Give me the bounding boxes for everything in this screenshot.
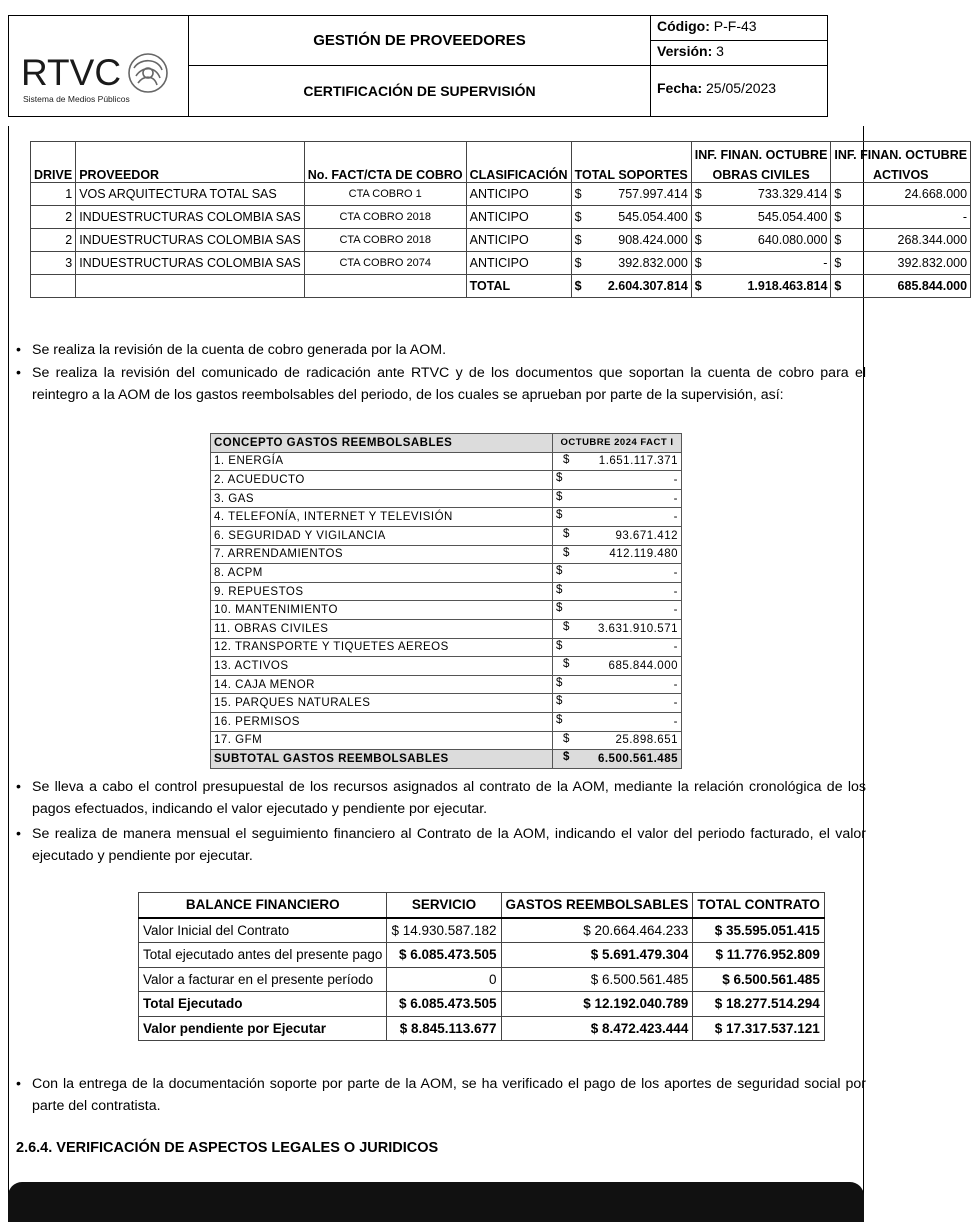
classification-cell: ANTICIPO — [466, 252, 571, 275]
table-row — [139, 992, 825, 1017]
amount: - — [673, 585, 678, 598]
currency-symbol: $ — [556, 509, 563, 522]
rtvc-logo-subtitle: Sistema de Medios Públicos — [23, 94, 130, 104]
activos-cell: 268.344.000 — [847, 229, 970, 252]
servicio-cell: 0 — [387, 967, 501, 992]
total-label: TOTAL — [466, 275, 571, 298]
table-row — [139, 967, 825, 992]
currency-symbol: $ — [831, 183, 848, 206]
invoice-cell: CTA COBRO 2074 — [304, 252, 466, 275]
classification-cell: ANTICIPO — [466, 229, 571, 252]
currency-symbol: $ — [571, 275, 588, 298]
total-contrato-header: TOTAL CONTRATO — [693, 893, 825, 918]
bullet-paragraph — [16, 362, 866, 406]
obras-civiles-cell: - — [708, 252, 831, 275]
amount: - — [673, 473, 678, 486]
currency-symbol: $ — [571, 229, 588, 252]
bullet-icon: • — [16, 826, 21, 842]
table-row — [211, 712, 682, 731]
currency-symbol: $ — [831, 275, 848, 298]
empty-cell — [304, 275, 466, 298]
concept-cell: 7. ARRENDAMIENTOS — [211, 545, 553, 564]
value-cell — [553, 657, 682, 676]
servicio-cell: $ 14.930.587.182 — [387, 918, 501, 943]
amount: - — [673, 678, 678, 691]
activos-cell: 392.832.000 — [847, 252, 970, 275]
subtotal-row — [211, 750, 682, 769]
empty-cell — [31, 275, 76, 298]
gastos-cell: $ 6.500.561.485 — [501, 967, 693, 992]
value-cell — [553, 694, 682, 713]
period-header: OCTUBRE 2024 FACT I — [553, 434, 682, 453]
invoice-cell: CTA COBRO 1 — [304, 183, 466, 206]
value-cell — [553, 545, 682, 564]
table-header-row — [211, 434, 682, 453]
gastos-cell: $ 8.472.423.444 — [501, 1016, 693, 1041]
concept-cell: 12. TRANSPORTE Y TIQUETES AEREOS — [211, 638, 553, 657]
amount: - — [673, 641, 678, 654]
amount: 3.631.910.571 — [597, 622, 678, 635]
currency-symbol: $ — [691, 275, 708, 298]
rtvc-logo-text: RTVC — [21, 52, 122, 93]
currency-symbol: $ — [563, 453, 570, 466]
currency-symbol: $ — [691, 229, 708, 252]
currency-symbol: $ — [571, 252, 588, 275]
table-row — [211, 694, 682, 713]
version-label: Versión: — [657, 43, 713, 59]
concept-cell: 4. TELEFONÍA, INTERNET Y TELEVISIÓN — [211, 508, 553, 527]
concept-cell: 13. ACTIVOS — [211, 657, 553, 676]
bullet-paragraph — [16, 1073, 866, 1117]
obras-civiles-cell: 733.329.414 — [708, 183, 831, 206]
total-soportes-value: 2.604.307.814 — [588, 275, 692, 298]
currency-symbol: $ — [563, 732, 570, 745]
table-row — [211, 526, 682, 545]
col-drive: DRIVE — [31, 142, 76, 183]
table-row — [31, 183, 971, 206]
amount: - — [673, 604, 678, 617]
concept-cell: 17. GFM — [211, 731, 553, 750]
col-clasificacion: CLASIFICACIÓN — [466, 142, 571, 183]
doc-meta — [651, 16, 827, 116]
doc-title: GESTIÓN DE PROVEEDORES — [189, 16, 651, 66]
total-contrato-cell: $ 18.277.514.294 — [693, 992, 825, 1017]
amount: 685.844.000 — [608, 659, 678, 672]
concept-cell: 10. MANTENIMIENTO — [211, 601, 553, 620]
bottom-overlay-bar — [8, 1182, 864, 1222]
drive: 2 — [31, 229, 76, 252]
bullet-icon: • — [16, 779, 21, 795]
fecha-value: 25/05/2023 — [706, 80, 777, 96]
value-cell — [553, 471, 682, 490]
total-row — [31, 275, 971, 298]
invoice-cell: CTA COBRO 2018 — [304, 206, 466, 229]
value-cell — [553, 675, 682, 694]
supports-table — [30, 141, 971, 298]
currency-symbol: $ — [691, 206, 708, 229]
currency-symbol: $ — [571, 206, 588, 229]
total-soportes-cell: 908.424.000 — [588, 229, 692, 252]
currency-symbol: $ — [556, 490, 563, 503]
drive: 1 — [31, 183, 76, 206]
value-cell — [553, 731, 682, 750]
concept-cell: 6. SEGURIDAD Y VIGILANCIA — [211, 526, 553, 545]
fecha-field — [651, 66, 827, 116]
empty-cell — [76, 275, 305, 298]
amount: 412.119.480 — [609, 548, 678, 561]
bullet-text: Se realiza la revisión de la cuenta de cobro generada por la AOM. — [32, 342, 447, 358]
currency-symbol: $ — [563, 546, 570, 559]
provider-cell: INDUESTRUCTURAS COLOMBIA SAS — [76, 229, 305, 252]
invoice-cell: CTA COBRO 2018 — [304, 229, 466, 252]
gastos-cell: $ 5.691.479.304 — [501, 943, 693, 968]
version-field — [651, 41, 827, 66]
activos-cell: 24.668.000 — [847, 183, 970, 206]
currency-symbol: $ — [563, 658, 570, 671]
currency-symbol: $ — [556, 713, 563, 726]
currency-symbol: $ — [691, 183, 708, 206]
row-label: Total Ejecutado — [139, 992, 387, 1017]
amount: 1.651.117.371 — [598, 455, 678, 468]
currency-symbol: $ — [563, 751, 570, 764]
total-obras-value: 1.918.463.814 — [708, 275, 831, 298]
concept-cell: 15. PARQUES NATURALES — [211, 694, 553, 713]
total-contrato-cell: $ 35.595.051.415 — [693, 918, 825, 943]
concept-cell: 2. ACUEDUCTO — [211, 471, 553, 490]
currency-symbol: $ — [831, 229, 848, 252]
table-row — [211, 619, 682, 638]
provider-cell: VOS ARQUITECTURA TOTAL SAS — [76, 183, 305, 206]
currency-symbol: $ — [831, 252, 848, 275]
table-row — [211, 545, 682, 564]
bullet-paragraph — [16, 339, 866, 361]
obras-civiles-cell: 545.054.400 — [708, 206, 831, 229]
row-label: Total ejecutado antes del presente pago — [139, 943, 387, 968]
table-row — [211, 675, 682, 694]
table-row — [31, 252, 971, 275]
col-obras-l1: INF. FINAN. OCTUBRE — [691, 142, 831, 163]
value-cell — [553, 489, 682, 508]
servicio-header: SERVICIO — [387, 893, 501, 918]
bullet-text: Se lleva a cabo el control presupuestal de los recursos asignados al contrato de la AOM, mediante la relación cronológica de los pagos efectuados, indicando el valor ejecutado y pendiente por ejecutar. — [32, 779, 866, 817]
table-row — [139, 943, 825, 968]
servicio-cell: $ 8.845.113.677 — [387, 1016, 501, 1041]
currency-symbol: $ — [556, 602, 563, 615]
subtotal-value-cell — [553, 750, 682, 769]
col-total-soportes: TOTAL SOPORTES — [571, 142, 691, 183]
currency-symbol: $ — [831, 206, 848, 229]
reimbursable-expenses-table — [210, 433, 682, 769]
amount: 93.671.412 — [615, 529, 678, 542]
drive: 2 — [31, 206, 76, 229]
currency-symbol: $ — [556, 676, 563, 689]
table-row — [139, 1016, 825, 1041]
table-row — [211, 564, 682, 583]
gastos-cell: $ 20.664.464.233 — [501, 918, 693, 943]
currency-symbol: $ — [556, 639, 563, 652]
table-row — [211, 731, 682, 750]
servicio-cell: $ 6.085.473.505 — [387, 943, 501, 968]
rtvc-logo-swirl-icon — [126, 50, 170, 96]
concept-cell: 16. PERMISOS — [211, 712, 553, 731]
concept-cell: 1. ENERGÍA — [211, 452, 553, 471]
amount: - — [673, 492, 678, 505]
version-value: 3 — [716, 43, 724, 59]
amount: - — [673, 715, 678, 728]
table-row — [31, 206, 971, 229]
provider-cell: INDUESTRUCTURAS COLOMBIA SAS — [76, 252, 305, 275]
value-cell — [553, 508, 682, 527]
value-cell — [553, 526, 682, 545]
table-row — [139, 918, 825, 943]
codigo-value: P-F-43 — [713, 18, 757, 34]
value-cell — [553, 712, 682, 731]
currency-symbol: $ — [556, 695, 563, 708]
section-heading: 2.6.4. VERIFICACIÓN DE ASPECTOS LEGALES O JURIDICOS — [16, 1140, 439, 1156]
currency-symbol: $ — [563, 620, 570, 633]
table-header-row — [31, 142, 971, 163]
total-contrato-cell: $ 11.776.952.809 — [693, 943, 825, 968]
subtotal-value: 6.500.561.485 — [597, 752, 678, 765]
table-row — [211, 638, 682, 657]
codigo-field — [651, 16, 827, 41]
col-factura: No. FACT/CTA DE COBRO — [304, 142, 466, 183]
table-row — [211, 601, 682, 620]
col-activos-l1: INF. FINAN. OCTUBRE — [831, 142, 971, 163]
table-row — [211, 452, 682, 471]
servicio-cell: $ 6.085.473.505 — [387, 992, 501, 1017]
bullet-text: Se realiza de manera mensual el seguimiento financiero al Contrato de la AOM, indicando el valor del periodo facturado, el valor ejecutado y pendiente por ejecutar. — [32, 826, 866, 864]
bullet-paragraph — [16, 776, 866, 820]
concept-cell: 3. GAS — [211, 489, 553, 508]
currency-symbol: $ — [556, 472, 563, 485]
document-header — [8, 15, 828, 117]
currency-symbol: $ — [556, 583, 563, 596]
classification-cell: ANTICIPO — [466, 183, 571, 206]
total-activos-value: 685.844.000 — [847, 275, 970, 298]
concept-cell: 11. OBRAS CIVILES — [211, 619, 553, 638]
total-soportes-cell: 545.054.400 — [588, 206, 692, 229]
logo-cell — [9, 16, 189, 116]
col-obras-l2: OBRAS CIVILES — [691, 162, 831, 183]
amount: - — [673, 511, 678, 524]
activos-cell: - — [847, 206, 970, 229]
value-cell — [553, 452, 682, 471]
bullet-text: Con la entrega de la documentación soporte por parte de la AOM, se ha verificado el pago de los aportes de seguridad social por parte del contratista. — [32, 1076, 866, 1114]
table-row — [211, 508, 682, 527]
drive: 3 — [31, 252, 76, 275]
currency-symbol: $ — [571, 183, 588, 206]
value-cell — [553, 582, 682, 601]
value-cell — [553, 564, 682, 583]
value-cell — [553, 638, 682, 657]
row-label: Valor Inicial del Contrato — [139, 918, 387, 943]
classification-cell: ANTICIPO — [466, 206, 571, 229]
balance-header: BALANCE FINANCIERO — [139, 893, 387, 918]
obras-civiles-cell: 640.080.000 — [708, 229, 831, 252]
bullet-icon: • — [16, 342, 21, 358]
total-contrato-cell: $ 6.500.561.485 — [693, 967, 825, 992]
amount: - — [673, 697, 678, 710]
currency-symbol: $ — [563, 527, 570, 540]
concept-header: CONCEPTO GASTOS REEMBOLSABLES — [211, 434, 553, 453]
bullet-paragraph — [16, 823, 866, 867]
bullet-text: Se realiza la revisión del comunicado de radicación ante RTVC y de los documentos que soportan la cuenta de cobro para el reintegro a la AOM de los gastos reembolsables del periodo, de los cuales se aprueban por parte de la supervisión, así: — [32, 365, 866, 403]
concept-cell: 8. ACPM — [211, 564, 553, 583]
bullet-icon: • — [16, 365, 21, 381]
table-header-row — [139, 893, 825, 918]
total-soportes-cell: 392.832.000 — [588, 252, 692, 275]
bullet-icon: • — [16, 1076, 21, 1092]
value-cell — [553, 601, 682, 620]
total-contrato-cell: $ 17.317.537.121 — [693, 1016, 825, 1041]
row-label: Valor a facturar en el presente período — [139, 967, 387, 992]
col-activos-l2: ACTIVOS — [831, 162, 971, 183]
gastos-header: GASTOS REEMBOLSABLES — [501, 893, 693, 918]
amount: - — [673, 566, 678, 579]
concept-cell: 9. REPUESTOS — [211, 582, 553, 601]
fecha-label: Fecha: — [657, 80, 703, 96]
row-label: Valor pendiente por Ejecutar — [139, 1016, 387, 1041]
financial-balance-table — [138, 892, 825, 1041]
col-proveedor: PROVEEDOR — [76, 142, 305, 183]
provider-cell: INDUESTRUCTURAS COLOMBIA SAS — [76, 206, 305, 229]
codigo-label: Código: — [657, 18, 710, 34]
currency-symbol: $ — [691, 252, 708, 275]
table-row — [211, 582, 682, 601]
total-soportes-cell: 757.997.414 — [588, 183, 692, 206]
concept-cell: 14. CAJA MENOR — [211, 675, 553, 694]
value-cell — [553, 619, 682, 638]
currency-symbol: $ — [556, 565, 563, 578]
table-row — [31, 229, 971, 252]
table-row — [211, 489, 682, 508]
amount: 25.898.651 — [615, 734, 678, 747]
gastos-cell: $ 12.192.040.789 — [501, 992, 693, 1017]
table-row — [211, 657, 682, 676]
table-row — [211, 471, 682, 490]
doc-subtitle: CERTIFICACIÓN DE SUPERVISIÓN — [189, 66, 651, 116]
subtotal-label: SUBTOTAL GASTOS REEMBOLSABLES — [211, 750, 553, 769]
